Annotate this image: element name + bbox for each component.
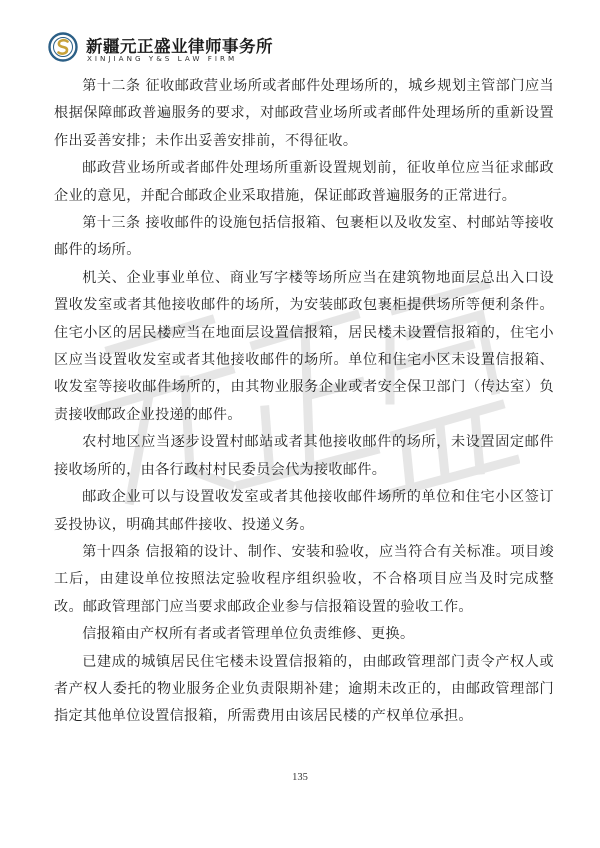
firm-name-en: XINJIANG Y&S LAW FIRM xyxy=(87,54,238,63)
paragraph-article-14: 第十四条 信报箱的设计、制作、安装和验收，应当符合有关标准。项目竣工后，由建设单位按照法定验收程序组织验收，不合格项目应当及时完成整改。邮政管理部门应当要求邮政企业参与信报箱设置的验收工作。 xyxy=(54,543,554,615)
firm-name-cn: 新疆元正盛业律师事务所 xyxy=(86,37,273,56)
paragraph-article-12: 第十二条 征收邮政营业场所或者邮件处理场所的，城乡规划主管部门应当根据保障邮政普遍服务的要求，对邮政营业场所或者邮件处理场所的重新设置作出妥善安排；未作出妥善安排前，不得征收。 xyxy=(54,78,554,149)
paragraph: 已建成的城镇居民住宅楼未设置信报箱的，由邮政管理部门责令产权人或者产权人委托的物业服务企业负责限期补建；逾期未改正的，由邮政管理部门指定其他单位设置信报箱，所需费用由该居民楼的产权单位承担。 xyxy=(54,653,554,725)
paragraph: 农村地区应当逐步设置村邮站或者其他接收邮件的场所，未设置固定邮件接收场所的，由各行政村村民委员会代为接收邮件。 xyxy=(54,434,554,478)
paragraph: 信报箱由产权所有者或者管理单位负责维修、更换。 xyxy=(82,626,415,643)
firm-logo-icon xyxy=(48,32,78,62)
paragraph: 机关、企业事业单位、商业写字楼等场所应当在建筑物地面层总出入口设置收发室或者其他接收邮件的场所，为安装邮政包裹柜提供场所等便利条件。住宅小区的居民楼应当在地面层设置信报箱，居民楼未设置信报箱的，住宅小区应当设置收发室或者其他接收邮件的场所。单位和住宅小区未设置信报箱、收发室等接收邮件场所的，由其物业服务企业或者安全保卫部门（传达室）负责接收邮政企业投递的邮件。 xyxy=(54,269,554,423)
paragraph-article-13: 第十三条 接收邮件的设施包括信报箱、包裹柜以及收发室、村邮站等接收邮件的场所。 xyxy=(54,215,554,259)
paragraph: 邮政企业可以与设置收发室或者其他接收邮件场所的单位和住宅小区签订妥投协议，明确其邮件接收、投递义务。 xyxy=(54,489,554,533)
document-body xyxy=(54,73,554,731)
page-header xyxy=(48,30,308,70)
paragraph: 邮政营业场所或者邮件处理场所重新设置规划前，征收单位应当征求邮政企业的意见，并配合邮政企业采取措施，保证邮政普遍服务的正常进行。 xyxy=(54,160,554,204)
page-number: 135 xyxy=(292,772,308,783)
